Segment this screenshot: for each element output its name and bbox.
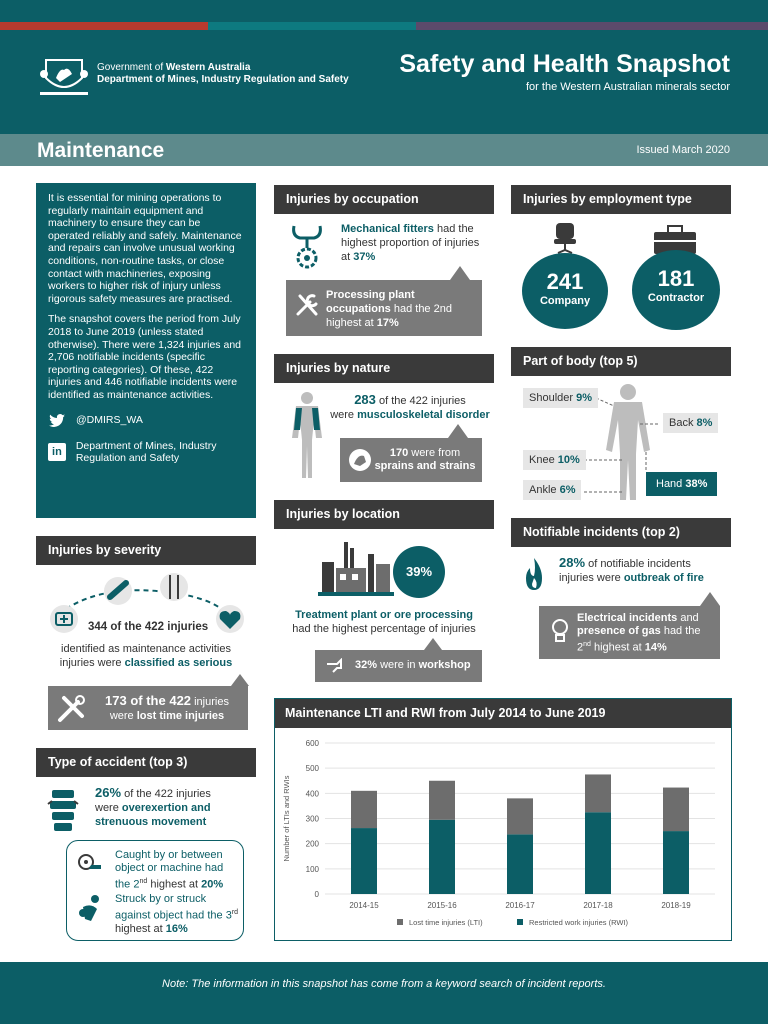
accident-second-text: Caught by or between object or machine had the 2nd highest at 20% [115, 849, 224, 891]
company-value: 241 [546, 269, 584, 294]
tools-icon [56, 694, 86, 724]
bar-lti [585, 774, 611, 812]
bar-rwi [585, 812, 611, 894]
severity-line-2: identified as maintenance activities [61, 643, 231, 655]
occupation-second-text: Processing plant occupations had the 2nd highest at 17% [326, 289, 452, 329]
section-bar [0, 134, 768, 166]
page-subtitle: for the Western Australian minerals sector [526, 81, 730, 93]
linkedin-row[interactable] [48, 440, 244, 465]
bar-rwi [429, 820, 455, 894]
lti-rwi-chart-panel [274, 698, 732, 941]
location-second-text: 32% were in workshop [355, 659, 471, 671]
mechanic-icon [284, 222, 330, 270]
y-tick-label: 100 [305, 864, 319, 874]
occupation-callout-tip [450, 266, 470, 280]
contractor-value: 181 [657, 266, 695, 291]
location-header: Injuries by location [274, 500, 494, 529]
notifiable-second-text: Electrical incidents and presence of gas had the 2nd highest at 14% [577, 612, 701, 654]
severity-lti-text: 173 of the 422 injuries were lost time injuries [105, 693, 229, 722]
chart-title: Maintenance LTI and RWI from July 2014 to June 2019 [275, 699, 731, 728]
y-tick-label: 200 [305, 839, 319, 849]
y-axis-label: Number of LTIs and RWIs [282, 775, 291, 862]
y-tick-label: 600 [305, 739, 319, 748]
x-tick-label: 2017-18 [583, 901, 613, 910]
x-tick-label: 2014-15 [349, 901, 379, 910]
accident-third-text: Struck by or struck against object had the 3rd highest at 16% [115, 893, 239, 935]
wrench-icon [294, 292, 320, 318]
location-percent-badge: 39% [393, 546, 445, 598]
footer-note: Note: The information in this snapshot has come from a keyword search of incident reports. [162, 978, 606, 990]
fire-icon [520, 556, 548, 592]
severity-lti-box [48, 686, 248, 730]
twitter-row[interactable] [48, 412, 244, 430]
intro-paragraph-2: The snapshot covers the period from July 2018 to June 2019 (unless stated otherwise). There were 1,324 injuries and 2,706 notifiable incidents (specific reporting categories). Of these, 422 injuries and 446 notifiable incidents were identified as maintenance activities. [48, 313, 241, 401]
section-title: Maintenance [37, 139, 165, 162]
x-tick-label: 2018-19 [661, 901, 691, 910]
contractor-circle [632, 250, 720, 330]
legend-swatch [397, 919, 403, 925]
y-tick-label: 300 [305, 814, 319, 824]
issued-date: Issued March 2020 [636, 144, 730, 156]
legend-label: Lost time injuries (LTI) [409, 918, 483, 927]
notifiable-header: Notifiable incidents (top 2) [511, 518, 731, 547]
stripe-teal [208, 22, 416, 30]
severity-line-3: injuries were classified as serious [59, 657, 233, 669]
header [0, 30, 768, 134]
body-shoulder-label: Shoulder 9% [523, 388, 598, 408]
location-top-text: Treatment plant or ore processing had the highest percentage of injuries [292, 609, 476, 635]
notifiable-top-text: 28% of notifiable incidents injuries were outbreak of fire [559, 555, 704, 584]
severity-line-1: 344 of the 422 injuries [88, 621, 209, 633]
twitter-handle: @DMIRS_WA [76, 414, 143, 427]
employment-header: Injuries by employment type [511, 185, 731, 214]
x-tick-label: 2015-16 [427, 901, 457, 910]
bar-lti [429, 781, 455, 820]
workshop-icon [325, 658, 343, 674]
company-label: Company [539, 295, 591, 307]
page-title: Safety and Health Snapshot [399, 50, 730, 78]
bar-rwi [351, 828, 377, 894]
bar-rwi [663, 831, 689, 894]
contractor-label: Contractor [647, 292, 705, 304]
intro-panel [36, 183, 256, 518]
bar-lti [663, 788, 689, 832]
spine-icon [46, 788, 80, 832]
body-muscle-icon [284, 390, 330, 480]
lti-rwi-chart [275, 729, 731, 940]
stripe-purple [416, 22, 768, 30]
bar-rwi [507, 834, 533, 894]
occupation-second-box [286, 280, 482, 336]
machine-icon [77, 851, 103, 873]
intro-paragraph-1: It is essential for mining operations to regularly maintain equipment and machinery to ensure they can be operated reliably and safely. Maintenance and repairs can involve unusual working conditions, non-routine tasks, or close contact with machineries, exposing workers to higher risk of injury unless rigorous safety measures are practised. [48, 192, 242, 305]
occupation-top-text: Mechanical fitters had the highest proportion of injuries at 37% [341, 223, 480, 263]
accident-header: Type of accident (top 3) [36, 748, 256, 777]
body-back-label: Back 8% [663, 413, 718, 433]
notifiable-second-box [539, 606, 720, 659]
office-chair-icon [550, 221, 580, 255]
severity-header: Injuries by severity [36, 536, 256, 565]
company-circle [522, 253, 608, 329]
nature-second-text: 170 were from sprains and strains [374, 447, 476, 472]
body-header: Part of body (top 5) [511, 347, 731, 376]
body-knee-label: Knee 10% [523, 450, 586, 470]
y-tick-label: 0 [314, 890, 319, 899]
severity-callout-tip [231, 674, 249, 686]
bar-lti [507, 798, 533, 834]
gov-label: Government of Western Australia [97, 62, 251, 73]
x-tick-label: 2016-17 [505, 901, 535, 910]
legend-label: Restricted work injuries (RWI) [529, 918, 629, 927]
linkedin-label: Department of Mines, Industry Regulation and Safety [75, 439, 217, 465]
nature-second-box [340, 438, 482, 482]
accident-top-text: 26% of the 422 injuries were overexertion and strenuous movement [95, 785, 211, 828]
bar-lti [351, 791, 377, 828]
twitter-icon [48, 412, 66, 430]
body-hand-label: Hand 38% [646, 472, 717, 496]
wa-crest-icon [38, 56, 90, 98]
stripe-red [0, 22, 208, 30]
location-second-box [315, 650, 482, 682]
y-tick-label: 500 [305, 764, 319, 774]
y-tick-label: 400 [305, 789, 319, 799]
location-callout-tip [424, 638, 442, 650]
occupation-header: Injuries by occupation [274, 185, 494, 214]
nature-header: Injuries by nature [274, 354, 494, 383]
department-label: Department of Mines, Industry Regulation and Safety [97, 74, 349, 85]
plant-icon [318, 538, 394, 596]
notifiable-callout-tip [700, 592, 720, 606]
struck-icon [77, 893, 105, 923]
footer [0, 962, 768, 1024]
sprain-icon [348, 448, 372, 472]
accident-secondary-box [66, 840, 244, 941]
linkedin-icon: in [48, 443, 66, 461]
legend-swatch [517, 919, 523, 925]
nature-callout-tip [448, 424, 468, 438]
body-ankle-label: Ankle 6% [523, 480, 581, 500]
lightbulb-icon [549, 618, 571, 644]
nature-top-text: 283 of the 422 injuries were musculoskeletal disorder [330, 392, 490, 421]
